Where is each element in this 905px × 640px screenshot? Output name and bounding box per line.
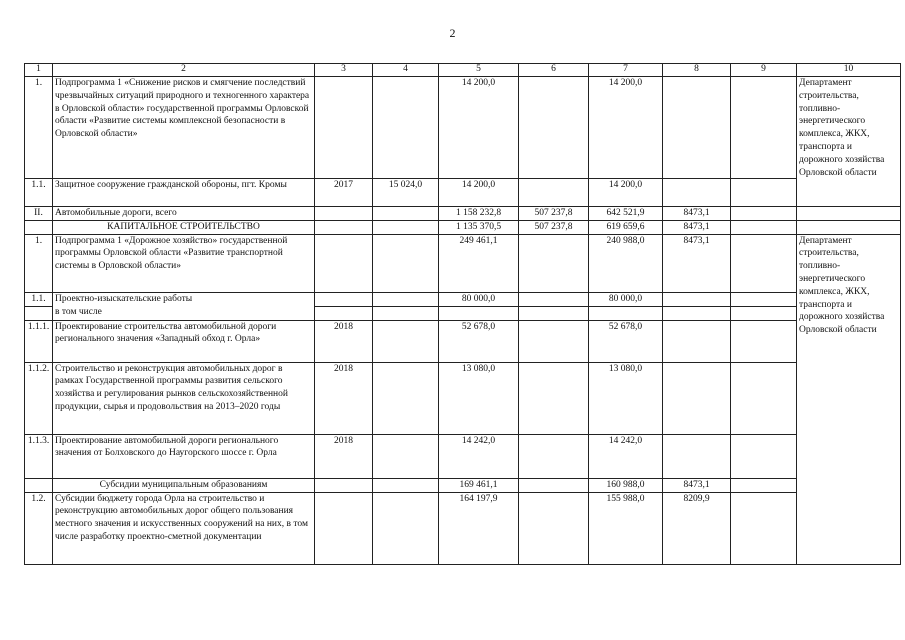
item-number: 1. [25,234,53,292]
year-cell [315,492,373,564]
table-row [25,207,901,221]
local-cell [663,292,731,306]
cost-cell: 15 024,0 [373,179,439,207]
year-cell [315,220,373,234]
regional-cell: 52 678,0 [589,320,663,362]
other-cell [731,77,797,179]
table-row [25,492,901,564]
total-cell: 14 200,0 [439,77,519,179]
regional-cell: 160 988,0 [589,478,663,492]
local-cell: 8209,9 [663,492,731,564]
year-cell: 2017 [315,179,373,207]
total-cell: 1 158 232,8 [439,207,519,221]
table-row [25,434,901,478]
cost-cell [373,220,439,234]
local-cell: 8473,1 [663,220,731,234]
department-cell-empty [797,220,901,234]
item-number: II. [25,207,53,221]
regional-cell: 642 521,9 [589,207,663,221]
year-cell [315,306,373,320]
local-cell [663,77,731,179]
total-cell: 249 461,1 [439,234,519,292]
total-cell: 13 080,0 [439,362,519,434]
local-cell: 8473,1 [663,207,731,221]
cost-cell [373,434,439,478]
year-cell [315,292,373,306]
item-name: Защитное сооружение гражданской обороны, пгт. Кромы [53,179,315,207]
item-number: 1. [25,77,53,179]
item-name: Субсидии муниципальным образованиям [53,478,315,492]
column-header: 10 [797,64,901,77]
column-header: 3 [315,64,373,77]
cost-cell [373,362,439,434]
local-cell: 8473,1 [663,478,731,492]
item-name: Строительство и реконструкция автомобильных дорог в рамках Государственной программы развития сельского хозяйства и регулирования рынков сельскохозяйственной продукции, сырья и продовольствия на 2013–2020 годы [53,362,315,434]
column-header: 5 [439,64,519,77]
program-table [24,63,901,565]
item-name: Автомобильные дороги, всего [53,207,315,221]
other-cell [731,306,797,320]
item-number: 1.1. [25,179,53,207]
year-cell [315,478,373,492]
federal-cell [519,179,589,207]
cost-cell [373,320,439,362]
table-row [25,234,901,292]
item-name: Подпрограмма 1 «Снижение рисков и смягчение последствий чрезвычайных ситуаций природного и техногенного характера в Орловской области» государственной программы Орловской области «Развитие системы комплексной безопасности в Орловской области» [53,77,315,179]
year-cell [315,77,373,179]
item-name: Проектирование автомобильной дороги регионального значения от Болховского до Наугорского шоссе г. Орла [53,434,315,478]
other-cell [731,234,797,292]
federal-cell: 507 237,8 [519,220,589,234]
federal-cell [519,292,589,306]
other-cell [731,207,797,221]
other-cell [731,492,797,564]
year-cell: 2018 [315,434,373,478]
total-cell: 80 000,0 [439,292,519,306]
regional-cell: 240 988,0 [589,234,663,292]
federal-cell [519,362,589,434]
cost-cell [373,77,439,179]
item-name: КАПИТАЛЬНОЕ СТРОИТЕЛЬСТВО [53,220,315,234]
column-header: 6 [519,64,589,77]
department-cell [797,77,901,207]
year-cell [315,234,373,292]
department-text: Департамент строительства, топливно- энергетического комплекса, ЖКХ, транспорта и дорожного хозяйства Орловской области [799,235,885,336]
table-row [25,77,901,179]
table-row [25,306,901,320]
other-cell [731,362,797,434]
federal-cell [519,492,589,564]
regional-cell: 80 000,0 [589,292,663,306]
total-cell: 14 200,0 [439,179,519,207]
department-cell [797,234,901,564]
item-name: Субсидии бюджету города Орла на строительство и реконструкцию автомобильных дорог общего пользования местного значения и искусственных сооружений на них, в том числе разработку проектно-сметной документации [53,492,315,564]
regional-cell: 14 200,0 [589,179,663,207]
regional-cell: 14 242,0 [589,434,663,478]
other-cell [731,220,797,234]
table-row [25,179,901,207]
local-cell [663,434,731,478]
item-number: 1.1.2. [25,362,53,434]
item-number [25,306,53,320]
column-header: 2 [53,64,315,77]
federal-cell [519,478,589,492]
item-name: Подпрограмма 1 «Дорожное хозяйство» государственной программы Орловской области «Развитие транспортной системы в Орловской области» [53,234,315,292]
federal-cell [519,434,589,478]
regional-cell: 14 200,0 [589,77,663,179]
column-number-row [25,64,901,77]
column-header: 4 [373,64,439,77]
item-name: Проектно-изыскательские работы [53,292,315,306]
item-number: 1.2. [25,492,53,564]
federal-cell [519,306,589,320]
year-cell: 2018 [315,320,373,362]
item-name: в том числе [53,306,315,320]
other-cell [731,292,797,306]
federal-cell [519,234,589,292]
local-cell [663,320,731,362]
other-cell [731,320,797,362]
local-cell [663,362,731,434]
table-row [25,292,901,306]
item-number: 1.1.1. [25,320,53,362]
regional-cell: 155 988,0 [589,492,663,564]
column-header: 8 [663,64,731,77]
item-number [25,220,53,234]
local-cell [663,179,731,207]
item-name: Проектирование строительства автомобильной дороги регионального значения «Западный обход г. Орла» [53,320,315,362]
cost-cell [373,207,439,221]
table-row [25,478,901,492]
department-text: Департамент строительства, топливно- энергетического комплекса, ЖКХ, транспорта и дорожного хозяйства Орловской области [799,78,885,178]
item-number: 1.1.3. [25,434,53,478]
cost-cell [373,306,439,320]
regional-cell: 13 080,0 [589,362,663,434]
item-number: 1.1. [25,292,53,306]
federal-cell [519,320,589,362]
other-cell [731,434,797,478]
cost-cell [373,292,439,306]
federal-cell [519,77,589,179]
year-cell: 2018 [315,362,373,434]
other-cell [731,478,797,492]
table-row [25,320,901,362]
regional-cell: 619 659,6 [589,220,663,234]
total-cell: 164 197,9 [439,492,519,564]
total-cell [439,306,519,320]
year-cell [315,207,373,221]
total-cell: 169 461,1 [439,478,519,492]
total-cell: 52 678,0 [439,320,519,362]
item-number [25,478,53,492]
table-row [25,362,901,434]
column-header: 9 [731,64,797,77]
cost-cell [373,492,439,564]
department-cell-empty [797,207,901,221]
local-cell [663,306,731,320]
federal-cell: 507 237,8 [519,207,589,221]
other-cell [731,179,797,207]
cost-cell [373,234,439,292]
table-row [25,220,901,234]
column-header: 7 [589,64,663,77]
cost-cell [373,478,439,492]
total-cell: 1 135 370,5 [439,220,519,234]
page-number: 2 [449,26,456,40]
regional-cell [589,306,663,320]
total-cell: 14 242,0 [439,434,519,478]
local-cell: 8473,1 [663,234,731,292]
column-header: 1 [25,64,53,77]
